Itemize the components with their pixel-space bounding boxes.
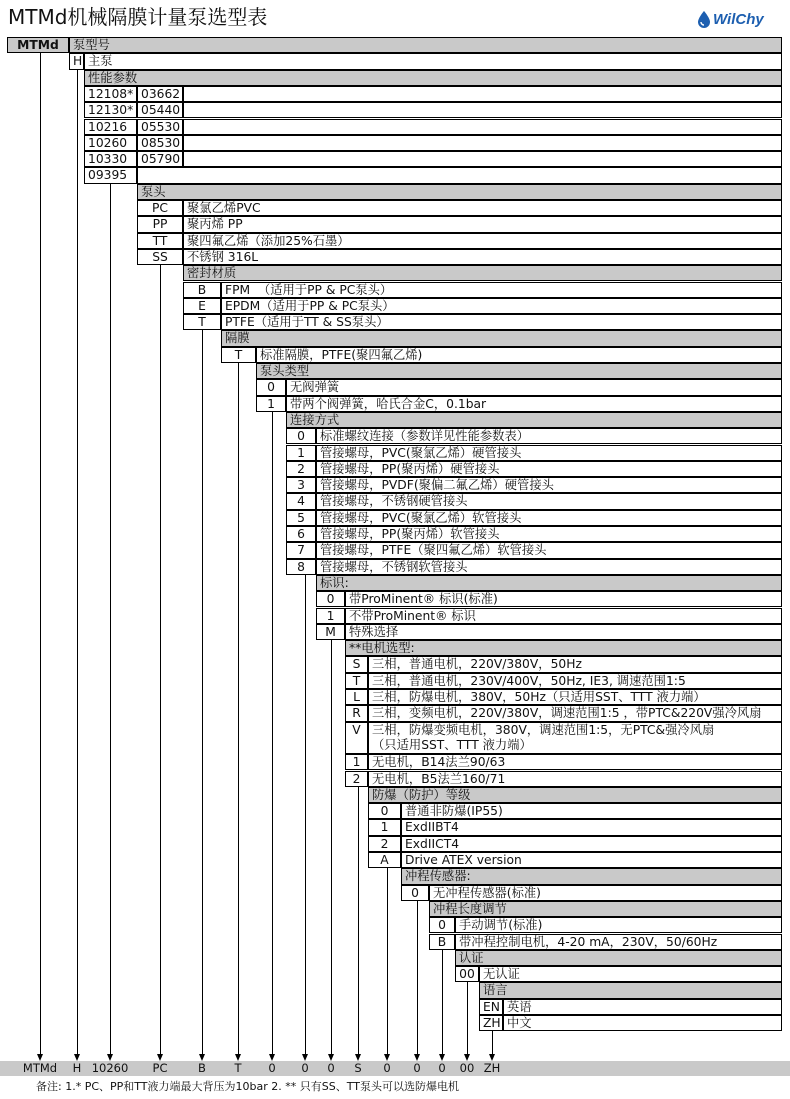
- guide-line: [442, 950, 443, 1054]
- blank-cell: [183, 119, 782, 135]
- section-header: 认证: [455, 950, 782, 966]
- blank-cell: [137, 167, 782, 183]
- option-code-cell[interactable]: ZH: [479, 1015, 503, 1031]
- section-header: 连接方式: [286, 412, 782, 428]
- down-arrow-icon: [157, 1054, 163, 1061]
- option-description: 聚氯乙烯PVC: [183, 200, 782, 216]
- option-code-cell[interactable]: 1: [316, 608, 345, 624]
- example-code-segment: B: [198, 1061, 206, 1075]
- performance-code-cell[interactable]: 05440: [137, 102, 183, 118]
- option-description: 无冲程传感器(标准): [429, 885, 782, 901]
- example-code-segment: H: [72, 1061, 82, 1075]
- option-code-cell[interactable]: 0: [429, 917, 455, 933]
- option-description: 带冲程控制电机，4-20 mA，230V，50/60Hz: [455, 934, 782, 950]
- option-description: 无电机，B5法兰160/71: [368, 771, 782, 787]
- option-code-cell[interactable]: 0: [368, 803, 401, 819]
- option-description: 管接螺母，PVDF(聚偏二氟乙烯）硬管接头: [316, 477, 782, 493]
- option-code-cell[interactable]: 0: [256, 379, 286, 395]
- option-description: 带ProMinent® 标识(标准): [345, 591, 782, 607]
- guide-line: [77, 70, 78, 1054]
- option-code-cell[interactable]: B: [183, 282, 221, 298]
- option-code-cell[interactable]: PP: [137, 216, 183, 232]
- option-description: 管接螺母，不锈钢软管接头: [316, 559, 782, 575]
- series-code-cell: MTMd: [7, 37, 69, 53]
- performance-code-cell[interactable]: 12130*: [84, 102, 137, 118]
- guide-line: [492, 1031, 493, 1054]
- section-header: 性能参数: [84, 70, 782, 86]
- option-code-cell[interactable]: 0: [401, 885, 429, 901]
- section-header: 泵型号: [69, 37, 782, 53]
- option-code-cell[interactable]: 0: [316, 591, 345, 607]
- guide-line: [467, 982, 468, 1054]
- option-code-cell[interactable]: E: [183, 298, 221, 314]
- option-description: 三相，防爆变频电机，380V，调速范围1:5，无PTC&强冷风扇 （只适用SST、TTT 液力端）: [368, 722, 782, 755]
- guide-line: [387, 868, 388, 1054]
- option-description: 管接螺母，PP(聚丙烯）软管接头: [316, 526, 782, 542]
- option-code-cell[interactable]: 1: [345, 754, 368, 770]
- option-description: 不带ProMinent® 标识: [345, 608, 782, 624]
- option-code-cell[interactable]: 2: [345, 771, 368, 787]
- performance-code-cell[interactable]: 10330: [84, 151, 137, 167]
- guide-line: [160, 265, 161, 1054]
- guide-line: [272, 412, 273, 1054]
- option-description: PTFE（适用于TT & SS泵头）: [221, 314, 782, 330]
- option-description: 无阀弹簧: [286, 379, 782, 395]
- footnote: 备注: 1.* PC、PP和TT液力端最大背压为10bar 2. ** 只有SS、TT泵头可以选防爆电机: [36, 1080, 459, 1093]
- option-description: 带两个阀弹簧，哈氏合金C，0.1bar: [286, 396, 782, 412]
- option-description: 管接螺母，不锈钢硬管接头: [316, 493, 782, 509]
- option-code-cell[interactable]: 8: [286, 559, 316, 575]
- option-code-cell[interactable]: B: [429, 934, 455, 950]
- performance-code-cell[interactable]: 03662: [137, 86, 183, 102]
- guide-line: [417, 901, 418, 1054]
- down-arrow-icon: [414, 1054, 420, 1061]
- option-description: 三相，普通电机，230V/400V，50Hz, IE3, 调速范围1:5: [368, 673, 782, 689]
- option-description: 管接螺母，PTFE（聚四氟乙烯）软管接头: [316, 542, 782, 558]
- blank-cell: [183, 102, 782, 118]
- example-code-segment: 0: [268, 1061, 276, 1075]
- option-description: 英语: [503, 999, 782, 1015]
- option-code-cell[interactable]: T: [345, 673, 368, 689]
- option-code-cell[interactable]: 5: [286, 510, 316, 526]
- option-description: ExdIIBT4: [401, 819, 782, 835]
- option-code-cell[interactable]: 6: [286, 526, 316, 542]
- performance-code-cell[interactable]: 05790: [137, 151, 183, 167]
- option-code-cell[interactable]: V: [345, 722, 368, 755]
- option-code-cell[interactable]: PC: [137, 200, 183, 216]
- option-code-cell[interactable]: TT: [137, 233, 183, 249]
- option-description: 聚四氟乙烯（添加25%石墨）: [183, 233, 782, 249]
- guide-line: [202, 330, 203, 1054]
- section-header: 冲程长度调节: [429, 901, 782, 917]
- performance-code-cell[interactable]: 09395: [84, 167, 137, 183]
- down-arrow-icon: [269, 1054, 275, 1061]
- option-code-cell[interactable]: 1: [368, 819, 401, 835]
- example-code-segment: 0: [383, 1061, 391, 1075]
- blank-cell: [183, 86, 782, 102]
- down-arrow-icon: [439, 1054, 445, 1061]
- guide-line: [358, 787, 359, 1054]
- option-description: 中文: [503, 1015, 782, 1031]
- example-code-segment: S: [354, 1061, 362, 1075]
- option-description: 三相，变频电机，220V/380V，调速范围1:5 ，带PTC&220V强冷风扇: [368, 705, 782, 721]
- blank-cell: [183, 135, 782, 151]
- guide-line: [238, 363, 239, 1054]
- option-description: 特殊选择: [345, 624, 782, 640]
- option-description: 三相，防爆电机，380V，50Hz（只适用SST、TTT 液力端）: [368, 689, 782, 705]
- example-code-segment: ZH: [483, 1061, 501, 1075]
- example-code-segment: 0: [413, 1061, 421, 1075]
- section-header: 语言: [479, 982, 782, 998]
- option-code-cell[interactable]: 0: [286, 428, 316, 444]
- down-arrow-icon: [37, 1054, 43, 1061]
- section-header: 泵头: [137, 184, 782, 200]
- option-code-cell[interactable]: M: [316, 624, 345, 640]
- guide-line: [40, 53, 41, 1054]
- down-arrow-icon: [199, 1054, 205, 1061]
- option-code-cell[interactable]: T: [221, 347, 256, 363]
- option-code-cell[interactable]: S: [345, 656, 368, 672]
- section-header: 防爆（防护）等级: [368, 787, 782, 803]
- down-arrow-icon: [107, 1054, 113, 1061]
- performance-code-cell[interactable]: 05530: [137, 119, 183, 135]
- performance-code-cell[interactable]: 08530: [137, 135, 183, 151]
- section-header: 泵头类型: [256, 363, 782, 379]
- option-description: 管接螺母，PVC(聚氯乙烯）硬管接头: [316, 445, 782, 461]
- option-code-cell[interactable]: 3: [286, 477, 316, 493]
- performance-code-cell[interactable]: 12108*: [84, 86, 137, 102]
- section-header: **电机选型:: [345, 640, 782, 656]
- option-code-cell[interactable]: R: [345, 705, 368, 721]
- main-pump-code-cell[interactable]: H: [69, 53, 84, 69]
- guide-line: [305, 575, 306, 1054]
- section-header: 主泵: [84, 53, 782, 69]
- option-description: EPDM（适用于PP & PC泵头）: [221, 298, 782, 314]
- option-code-cell[interactable]: L: [345, 689, 368, 705]
- section-header: 隔膜: [221, 330, 782, 346]
- down-arrow-icon: [384, 1054, 390, 1061]
- example-code-segment: 00: [459, 1061, 475, 1075]
- option-description: Drive ATEX version: [401, 852, 782, 868]
- option-code-cell[interactable]: A: [368, 852, 401, 868]
- performance-code-cell[interactable]: 10260: [84, 135, 137, 151]
- example-code-segment: 0: [438, 1061, 446, 1075]
- section-header: 标识:: [316, 575, 782, 591]
- example-code-segment: MTMd: [22, 1061, 58, 1075]
- option-code-cell[interactable]: SS: [137, 249, 183, 265]
- option-code-cell[interactable]: 4: [286, 493, 316, 509]
- option-code-cell[interactable]: EN: [479, 999, 503, 1015]
- option-description: 标准螺纹连接（参数详见性能参数表）: [316, 428, 782, 444]
- option-code-cell[interactable]: 1: [256, 396, 286, 412]
- option-code-cell[interactable]: 2: [286, 461, 316, 477]
- brand-logo-text: WilChy: [713, 10, 764, 28]
- option-description: 聚丙烯 PP: [183, 216, 782, 232]
- option-description: 无认证: [479, 966, 782, 982]
- section-header: 冲程传感器:: [401, 868, 782, 884]
- option-code-cell[interactable]: 2: [368, 836, 401, 852]
- option-description: 管接螺母，PP(聚丙烯）硬管接头: [316, 461, 782, 477]
- option-code-cell[interactable]: T: [183, 314, 221, 330]
- down-arrow-icon: [464, 1054, 470, 1061]
- example-code-segment: 0: [327, 1061, 335, 1075]
- option-description: 无电机，B14法兰90/63: [368, 754, 782, 770]
- option-description: 标准隔膜，PTFE(聚四氟乙烯): [256, 347, 782, 363]
- option-description: 不锈钢 316L: [183, 249, 782, 265]
- section-header: 密封材质: [183, 265, 782, 281]
- option-description: 三相，普通电机，220V/380V，50Hz: [368, 656, 782, 672]
- option-code-cell[interactable]: 1: [286, 445, 316, 461]
- option-description: FPM （适用于PP & PC泵头）: [221, 282, 782, 298]
- guide-line: [331, 640, 332, 1054]
- option-code-cell[interactable]: 7: [286, 542, 316, 558]
- example-code-segment: PC: [152, 1061, 168, 1075]
- option-code-cell[interactable]: 00: [455, 966, 479, 982]
- example-code-segment: T: [234, 1061, 242, 1075]
- down-arrow-icon: [302, 1054, 308, 1061]
- performance-code-cell[interactable]: 10216: [84, 119, 137, 135]
- example-code-segment: 10260: [91, 1061, 129, 1075]
- blank-cell: [183, 151, 782, 167]
- option-description: 普通非防爆(IP55): [401, 803, 782, 819]
- down-arrow-icon: [489, 1054, 495, 1061]
- option-description: ExdIICT4: [401, 836, 782, 852]
- option-description: 管接螺母，PVC(聚氯乙烯）软管接头: [316, 510, 782, 526]
- down-arrow-icon: [74, 1054, 80, 1061]
- down-arrow-icon: [355, 1054, 361, 1061]
- down-arrow-icon: [235, 1054, 241, 1061]
- down-arrow-icon: [328, 1054, 334, 1061]
- page-title: MTMd机械隔膜计量泵选型表: [8, 5, 268, 29]
- example-code-segment: 0: [301, 1061, 309, 1075]
- guide-line: [110, 184, 111, 1054]
- option-description: 手动调节(标准): [455, 917, 782, 933]
